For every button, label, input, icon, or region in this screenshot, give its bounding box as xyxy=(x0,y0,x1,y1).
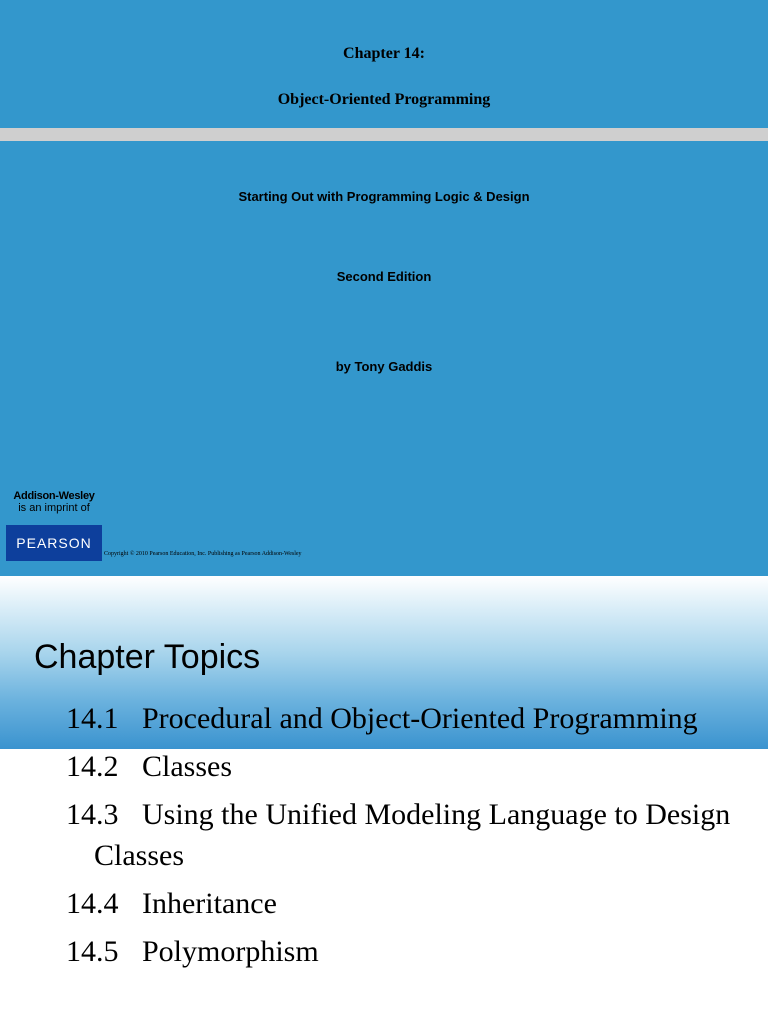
topic-text: Polymorphism xyxy=(142,935,319,968)
topic-item xyxy=(0,746,768,787)
topic-text: Procedural and Object-Oriented Programming xyxy=(142,702,698,735)
topic-number: 14.1 xyxy=(66,702,119,735)
topic-number: 14.3 xyxy=(66,798,119,831)
author: by Tony Gaddis xyxy=(335,359,433,374)
topic-number: 14.4 xyxy=(66,887,119,920)
topic-item xyxy=(0,931,768,972)
topic-item xyxy=(0,794,768,876)
topic-text: Classes xyxy=(142,750,232,783)
imprint-publisher: Addison-Wesley xyxy=(13,490,95,502)
topic-item xyxy=(0,698,768,739)
chapter-title: Object-Oriented Programming xyxy=(277,91,491,108)
topic-text: Inheritance xyxy=(142,887,277,920)
topic-item xyxy=(0,883,768,924)
topic-number: 14.2 xyxy=(66,750,119,783)
logo-text: PEARSON xyxy=(16,535,92,551)
book-title: Starting Out with Programming Logic & Design xyxy=(238,189,530,204)
imprint-text: is an imprint of xyxy=(18,502,90,514)
pearson-logo xyxy=(6,525,102,561)
chapter-number: Chapter 14: xyxy=(343,45,425,62)
slide-title: Chapter Topics xyxy=(34,638,261,676)
topics-slide xyxy=(0,576,768,1024)
edition: Second Edition xyxy=(336,269,432,284)
copyright-notice: Copyright © 2010 Pearson Education, Inc. Publishing as Pearson Addison-Wesley xyxy=(104,551,302,557)
topic-text: Using the Unified Modeling Language to Design Classes xyxy=(94,798,731,872)
topic-number: 14.5 xyxy=(66,935,119,968)
header-divider xyxy=(0,128,768,141)
topics-list xyxy=(0,698,768,979)
imprint-note xyxy=(6,490,102,514)
